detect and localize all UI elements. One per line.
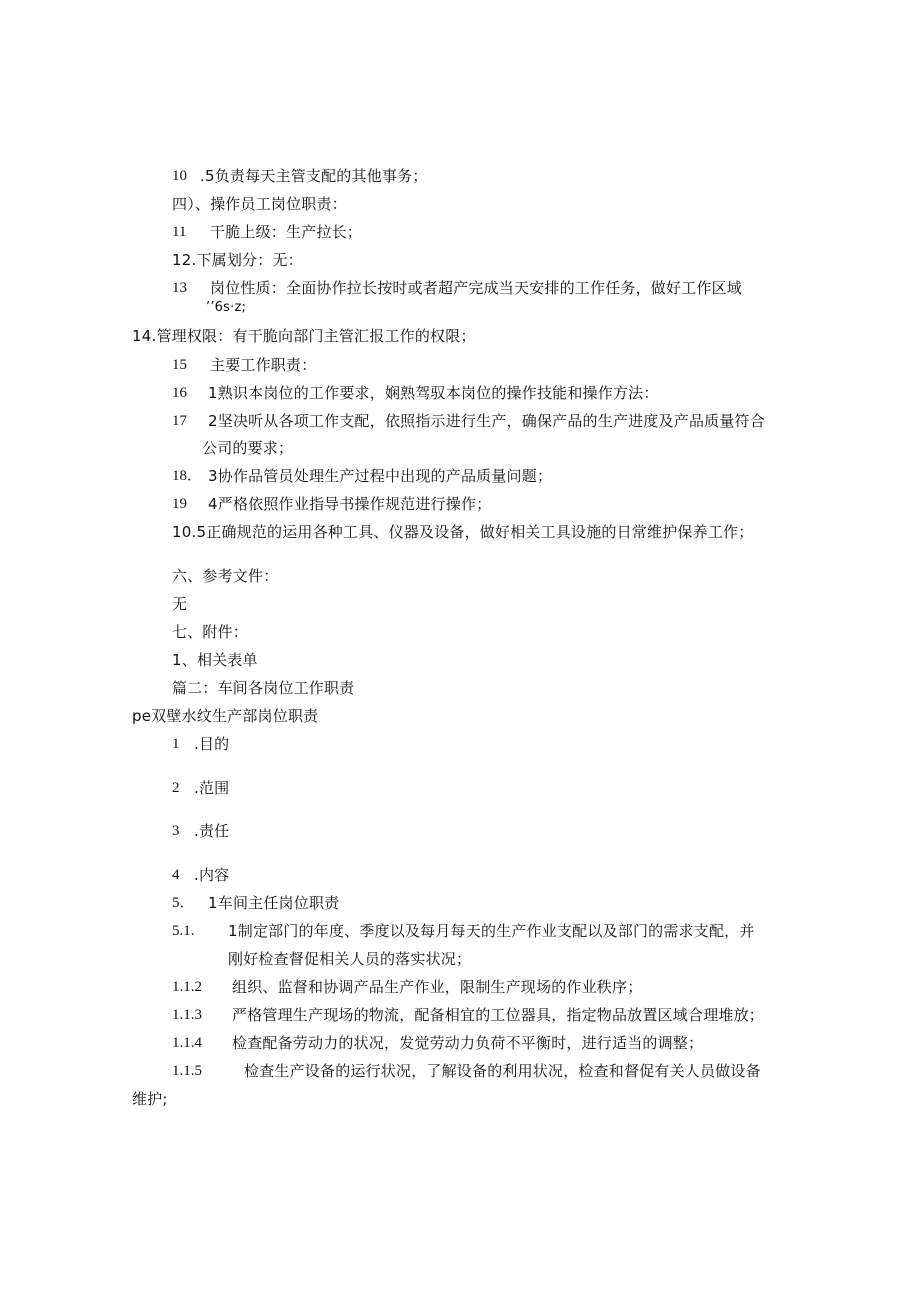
line-text: 2坚决听从各项工作支配，依照指示进行生产，确保产品的生产进度及产品质量符合 xyxy=(208,412,765,430)
line-text: .目的 xyxy=(194,735,230,753)
line-text: 岗位性质：全面协作拉长按时或者超产完成当天安排的工作任务，做好工作区域 xyxy=(210,279,743,297)
item-number: 18． xyxy=(172,468,203,484)
item-number: 13 xyxy=(172,280,187,296)
document-title: pe双壁水纹生产部岗位职责 xyxy=(132,707,319,725)
line-text: ’’6s·z; xyxy=(206,300,247,315)
item-number: 3 xyxy=(172,823,180,839)
line-text: 12.下属划分：无： xyxy=(172,251,303,269)
line-text: 1熟识本岗位的工作要求，娴熟驾驭本岗位的操作技能和操作方法： xyxy=(208,384,659,402)
line-text: 无 xyxy=(172,595,188,613)
line-text: .范围 xyxy=(194,779,230,797)
chapter-title: 篇二：车间各岗位工作职责 xyxy=(172,679,355,697)
item-number: 4 xyxy=(172,867,180,883)
item-number: 5.1. xyxy=(172,923,195,939)
line-text: 检查生产设备的运行状况，了解设备的利用状况，检查和督促有关人员做设备 xyxy=(244,1062,761,1080)
line-text: .责任 xyxy=(194,822,230,840)
section-heading: 七、附件： xyxy=(172,623,249,641)
line-text: 维护; xyxy=(132,1090,168,1108)
line-text: 严格管理生产现场的物流，配备相宜的工位器具，指定物品放置区域合理堆放； xyxy=(232,1006,765,1024)
section-heading: 六、参考文件： xyxy=(172,567,279,585)
line-text: 刚好检查督促相关人员的落实状况； xyxy=(228,950,472,968)
line-text: 干脆上级：生产拉长； xyxy=(210,223,363,241)
line-text: .内容 xyxy=(194,866,230,884)
item-number: 5． xyxy=(172,895,195,911)
item-number: 17 xyxy=(172,413,187,429)
item-number: 1 xyxy=(172,736,180,752)
line-text: 3协作品管员处理生产过程中出现的产品质量问题； xyxy=(208,467,553,485)
item-number: 1.1.4 xyxy=(172,1035,202,1051)
item-number: 10 xyxy=(172,168,187,184)
line-text: 1车间主任岗位职责 xyxy=(208,894,340,912)
item-number: 16 xyxy=(172,385,187,401)
line-text: 组织、监督和协调产品生产作业，限制生产现场的作业秩序； xyxy=(232,978,643,996)
item-number: 1.1.5 xyxy=(172,1063,202,1079)
item-number: 1.1.3 xyxy=(172,1007,202,1023)
line-text: 检查配备劳动力的状况，发觉劳动力负荷不平衡时，进行适当的调整； xyxy=(232,1034,704,1052)
line-text: 1、相关表单 xyxy=(172,651,258,669)
item-number: 2 xyxy=(172,780,180,796)
line-text: 公司的要求； xyxy=(202,439,294,457)
item-number: 1.1.2 xyxy=(172,979,202,995)
line-text: 14.管理权限：有干脆向部门主管汇报工作的权限； xyxy=(132,327,476,345)
line-text: 4严格依照作业指导书操作规范进行操作； xyxy=(208,495,492,513)
item-number: 15 xyxy=(172,357,187,373)
item-number: 19 xyxy=(172,496,187,512)
item-number: 11 xyxy=(172,224,187,240)
line-text: 10.5正确规范的运用各种工具、仪器及设备，做好相关工具设施的日常维护保养工作； xyxy=(172,523,754,541)
line-text: 1制定部门的年度、季度以及每月每天的生产作业支配以及部门的需求支配，并 xyxy=(228,922,755,940)
section-heading: 四）、操作员工岗位职责： xyxy=(172,195,347,213)
line-text: 主要工作职责： xyxy=(210,356,317,374)
line-text: .5负责每天主管支配的其他事务； xyxy=(200,167,428,185)
